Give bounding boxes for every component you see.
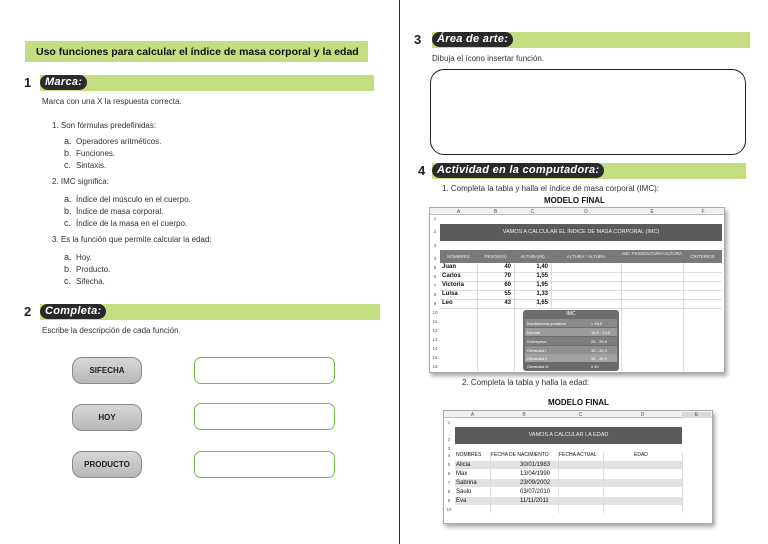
row-number: 8: [433, 292, 437, 297]
section-3-instruction: Dibuja el ícono insertar función.: [432, 54, 545, 63]
row-number: 9: [433, 301, 437, 306]
producto-answer-box[interactable]: [194, 451, 335, 478]
table-header: NOMBRES: [456, 452, 482, 458]
table-cell: Alicia: [456, 462, 471, 468]
table-cell: 11/11/2011: [520, 498, 549, 504]
row-number: 6: [433, 274, 437, 279]
row-number: 9: [447, 498, 451, 503]
imc-row: Obesidad I 30 - 34,9: [525, 346, 617, 354]
imc-table-banner: VAMOS A CALCULAR EL ÍNDICE DE MASA CORPORAL (IMC): [440, 224, 722, 241]
row-number: 7: [447, 480, 451, 485]
function-label-hoy: HOY: [72, 404, 142, 431]
section-4-number: 4: [418, 163, 426, 178]
imc-row: Obesidad II 35 - 39,9: [525, 354, 617, 362]
row-number: 2: [447, 437, 451, 442]
table-header: FECHA ACTUAL: [559, 452, 597, 458]
table-cell: Victoria: [442, 282, 464, 288]
col-header: A: [470, 412, 475, 418]
table-cell: Max: [456, 471, 468, 477]
row-number: 1: [447, 420, 451, 425]
table-cell: 70: [504, 273, 511, 279]
imc-title: IMC: [566, 311, 576, 317]
table-header: EDAD: [634, 452, 648, 458]
table-cell: 60: [504, 282, 511, 288]
table-header: PESO(KG): [477, 250, 514, 263]
section-1-instruction: Marca con una X la respuesta correcta.: [42, 97, 182, 106]
table-cell: 23/09/2002: [520, 480, 551, 486]
page-divider: [399, 0, 400, 544]
imc-reference-table: [523, 310, 619, 371]
col-header: B: [493, 209, 498, 215]
table-header: IMC PESO/ALTURA*ALTURA: [621, 250, 683, 263]
row-number: 1: [433, 216, 437, 221]
table-cell: Sabrina: [456, 480, 477, 486]
row-number: 13: [432, 337, 438, 342]
row-number: 7: [433, 283, 437, 288]
row-number: 12: [432, 328, 438, 333]
question-3: 3. Es la función que permite calcular la edad:: [52, 235, 212, 244]
row-number: 10: [446, 507, 452, 512]
row-number: 4: [433, 256, 437, 261]
function-label-sifecha: SIFECHA: [72, 357, 142, 384]
table-header: ALTURA * ALTURA: [551, 250, 621, 263]
row-number: 10: [432, 310, 438, 315]
age-table-banner: VAMOS A CALCULAR LA EDAD: [455, 427, 682, 444]
table-cell: 1,55: [536, 273, 548, 279]
col-header: E: [682, 412, 711, 418]
row-number: 11: [432, 319, 438, 324]
table-cell: 1,40: [536, 264, 548, 270]
q3-option-b[interactable]: b. Producto.: [64, 264, 111, 274]
table-cell: 1,95: [536, 282, 548, 288]
task-2-instruction: 2. Completa la tabla y halla la edad:: [462, 378, 590, 387]
row-number: 3: [447, 446, 451, 451]
model-final-label-1: MODELO FINAL: [544, 196, 605, 205]
table-cell: Juan: [442, 264, 457, 270]
table-cell: 03/07/2010: [520, 489, 551, 495]
table-cell: Eva: [456, 498, 467, 504]
model-final-label-2: MODELO FINAL: [548, 398, 609, 407]
table-cell: Carlos: [442, 273, 461, 279]
section-3-number: 3: [414, 32, 422, 47]
imc-row: Insuficiencia ponderal < 18,5: [525, 319, 617, 327]
q3-option-a[interactable]: a. Hoy.: [64, 252, 92, 262]
col-header: C: [578, 412, 583, 418]
row-number: 2: [433, 229, 437, 234]
table-header: FECHA DE NACIMIENTO: [491, 452, 549, 458]
task-1-instruction: 1. Completa la tabla y halla el índice de masa corporal (IMC):: [442, 184, 659, 193]
table-header: NOMBRES: [440, 250, 477, 263]
table-cell: 13/04/1990: [520, 471, 551, 477]
col-header: E: [650, 209, 654, 215]
q2-option-c[interactable]: c. Índice de la masa en el cuerpo.: [64, 218, 188, 228]
question-2: 2. IMC significa:: [52, 177, 109, 186]
imc-row: Normal 18,5 - 24,9: [525, 328, 617, 336]
row-number: 14: [432, 346, 438, 351]
section-2-number: 2: [24, 304, 32, 319]
section-1-title: Marca:: [40, 75, 87, 90]
row-number: 5: [433, 265, 437, 270]
row-number: 16: [432, 364, 438, 369]
section-4-title: Actividad en la computadora:: [432, 163, 604, 178]
col-header: F: [701, 209, 705, 215]
drawing-area[interactable]: [430, 69, 746, 155]
col-header: D: [584, 209, 588, 215]
row-number: 5: [447, 462, 451, 467]
section-2-instruction: Escribe la descripción de cada función.: [42, 326, 181, 335]
table-cell: 1,65: [536, 300, 548, 306]
section-2-title: Completa:: [40, 304, 106, 319]
q1-option-a[interactable]: a. Operadores aritméticos.: [64, 136, 162, 146]
imc-row: Obesidad III ≥ 40: [525, 362, 617, 370]
row-number: 6: [447, 471, 451, 476]
table-cell: Saulo: [456, 489, 472, 495]
section-3-title: Área de arte:: [432, 32, 513, 47]
worksheet-title: Uso funciones para calcular el índice de masa corporal y la edad: [36, 46, 359, 58]
table-cell: 1,33: [536, 291, 548, 297]
table-cell: Luisa: [442, 291, 458, 297]
table-cell: 40: [504, 264, 511, 270]
col-header: B: [522, 412, 526, 418]
row-number: 4: [447, 453, 451, 458]
sifecha-answer-box[interactable]: [194, 357, 335, 384]
table-header: ALTURA(M): [514, 250, 551, 263]
section-1-bar: [40, 75, 374, 91]
function-label-producto: PRODUCTO: [72, 451, 142, 478]
row-number: 3: [433, 243, 437, 248]
q1-option-c[interactable]: c. Sintaxis.: [64, 160, 107, 170]
col-header: A: [456, 209, 461, 215]
q1-option-b[interactable]: b. Funciones.: [64, 148, 116, 158]
section-1-number: 1: [24, 75, 32, 90]
question-1: 1. Son fórmulas predefinidas:: [52, 121, 157, 130]
q2-option-a[interactable]: a. Índice del músculo en el cuerpo.: [64, 194, 191, 204]
table-cell: 43: [504, 300, 511, 306]
table-cell: 55: [504, 291, 511, 297]
col-header: D: [640, 412, 645, 418]
row-number: 15: [432, 355, 438, 360]
table-cell: 30/01/1983: [520, 462, 551, 468]
table-header: CRITERIOS: [683, 250, 722, 263]
row-number: 8: [447, 489, 451, 494]
col-header: C: [530, 209, 535, 215]
q3-option-c[interactable]: c. Sifecha.: [64, 276, 105, 286]
hoy-answer-box[interactable]: [194, 403, 335, 430]
table-cell: Leo: [442, 300, 453, 306]
q2-option-b[interactable]: b. Índice de masa corporal.: [64, 206, 164, 216]
imc-row: Sobrepeso 25 - 29,9: [525, 337, 617, 345]
